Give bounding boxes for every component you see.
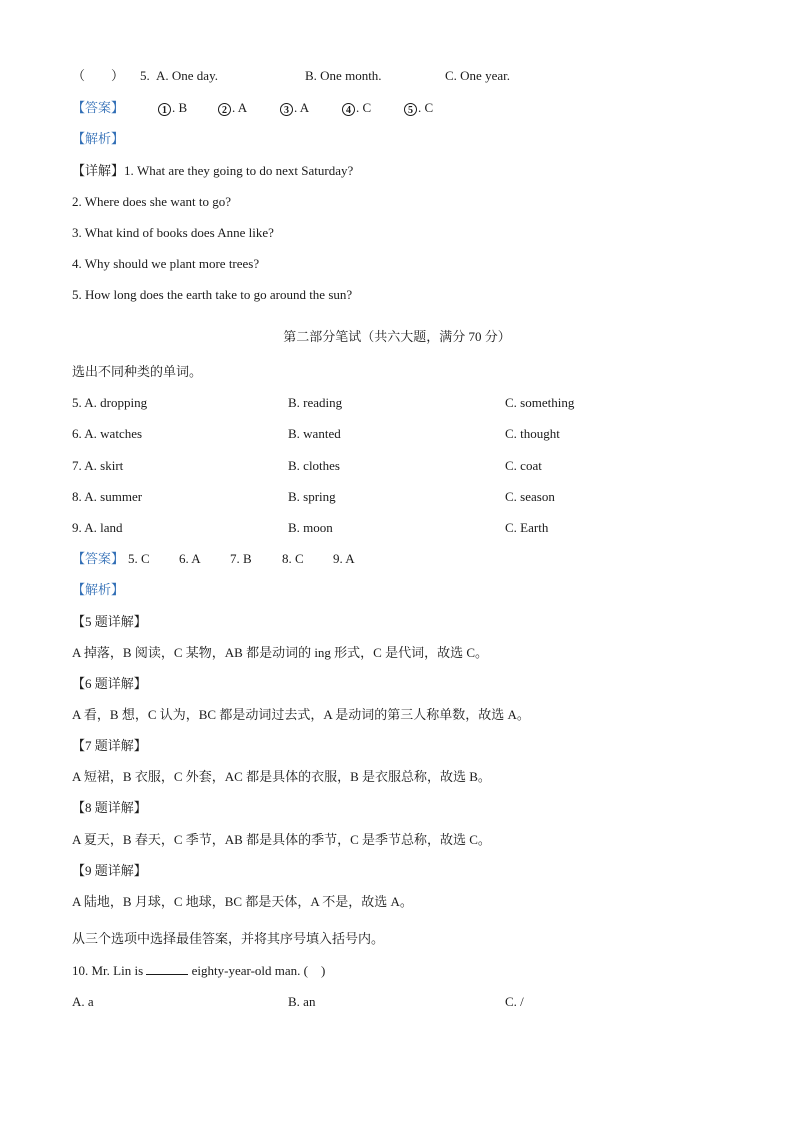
q5-number: 5. (140, 68, 150, 83)
q5-option-c: C. One year. (445, 68, 510, 83)
q10-option-c: C. / (505, 994, 524, 1009)
circled-number: 4 (342, 103, 355, 116)
circled-number: 1 (158, 103, 171, 116)
analysis-label: 【解析】 (72, 582, 125, 597)
q10-option-a: A. a (72, 994, 94, 1009)
circled-number: 2 (218, 103, 231, 116)
answer-paren: （ ） (72, 68, 125, 83)
transcript-line-3: 3. What kind of books does Anne like? (72, 225, 274, 240)
q10-option-b: B. an (288, 994, 316, 1009)
q5-option-b: B. One month. (305, 68, 382, 83)
answer-label: 【答案】 (72, 100, 125, 115)
vocab-q7-c: C. coat (505, 458, 542, 473)
vocab-q5-a: 5. A. dropping (72, 395, 148, 410)
answer-label: 【答案】 (72, 551, 125, 566)
explanation-head-5: 【5 题详解】 (72, 614, 147, 629)
explanation-body-9: A 陆地，B 月球，C 地球，BC 都是天体，A 不是，故选 A。 (72, 894, 413, 909)
transcript-line-4: 4. Why should we plant more trees? (72, 256, 260, 271)
vocab-q7-b: B. clothes (288, 458, 340, 473)
transcript-line-5: 5. How long does the earth take to go around the sun? (72, 287, 353, 302)
explanation-head-6: 【6 题详解】 (72, 676, 147, 691)
circled-number: 3 (280, 103, 293, 116)
answer-blank (146, 963, 188, 975)
listen-answer-3: 3 . A (280, 100, 309, 116)
vocab-answer-8: 8. C (282, 551, 304, 566)
q10-stem: 10. Mr. Lin is eighty-year-old man. ( ) (72, 963, 326, 978)
explanation-body-8: A 夏天，B 春天，C 季节，AB 都是具体的季节，C 是季节总称，故选 C。 (72, 832, 491, 847)
explanation-body-5: A 掉落，B 阅读，C 某物，AB 都是动词的 ing 形式，C 是代词，故选 C。 (72, 645, 489, 660)
analysis-label: 【解析】 (72, 131, 125, 146)
vocab-q9-b: B. moon (288, 520, 333, 535)
explanation-head-9: 【9 题详解】 (72, 863, 147, 878)
vocab-q8-c: C. season (505, 489, 555, 504)
part1-instruction: 选出不同种类的单词。 (72, 364, 203, 379)
vocab-q8-a: 8. A. summer (72, 489, 143, 504)
vocab-q6-b: B. wanted (288, 426, 341, 441)
listening-q5 (72, 68, 124, 84)
detail-label: 【详解】 (72, 163, 125, 178)
vocab-q6-a: 6. A. watches (72, 426, 143, 441)
listen-answer-5: 5 . C (404, 100, 433, 116)
vocab-q8-b: B. spring (288, 489, 336, 504)
vocab-answer-7: 7. B (230, 551, 252, 566)
listen-answer-4: 4 . C (342, 100, 371, 116)
vocab-q9-c: C. Earth (505, 520, 549, 535)
explanation-body-6: A 看，B 想，C 认为，BC 都是动词过去式，A 是动词的第三人称单数，故选 A。 (72, 707, 530, 722)
listen-answer-1: 1 . B (158, 100, 187, 116)
transcript-line-1: 【详解】1. What are they going to do next Saturday? (72, 163, 354, 178)
vocab-q5-c: C. something (505, 395, 575, 410)
q5-option-a: A. One day. (156, 68, 218, 83)
explanation-body-7: A 短裙，B 衣服，C 外套，AC 都是具体的衣服，B 是衣服总称，故选 B。 (72, 769, 491, 784)
vocab-q5-b: B. reading (288, 395, 343, 410)
vocab-answer-6: 6. A (179, 551, 201, 566)
vocab-q6-c: C. thought (505, 426, 560, 441)
vocab-answer-9: 9. A (333, 551, 355, 566)
circled-number: 5 (404, 103, 417, 116)
vocab-answer-5: 5. C (128, 551, 150, 566)
section-title: 第二部分笔试（共六大题，满分 70 分） (283, 329, 511, 344)
explanation-head-8: 【8 题详解】 (72, 800, 147, 815)
part2-instruction: 从三个选项中选择最佳答案，并将其序号填入括号内。 (72, 931, 385, 946)
listen-answer-2: 2 . A (218, 100, 247, 116)
transcript-line-2: 2. Where does she want to go? (72, 194, 231, 209)
explanation-head-7: 【7 题详解】 (72, 738, 147, 753)
vocab-q7-a: 7. A. skirt (72, 458, 124, 473)
vocab-q9-a: 9. A. land (72, 520, 123, 535)
